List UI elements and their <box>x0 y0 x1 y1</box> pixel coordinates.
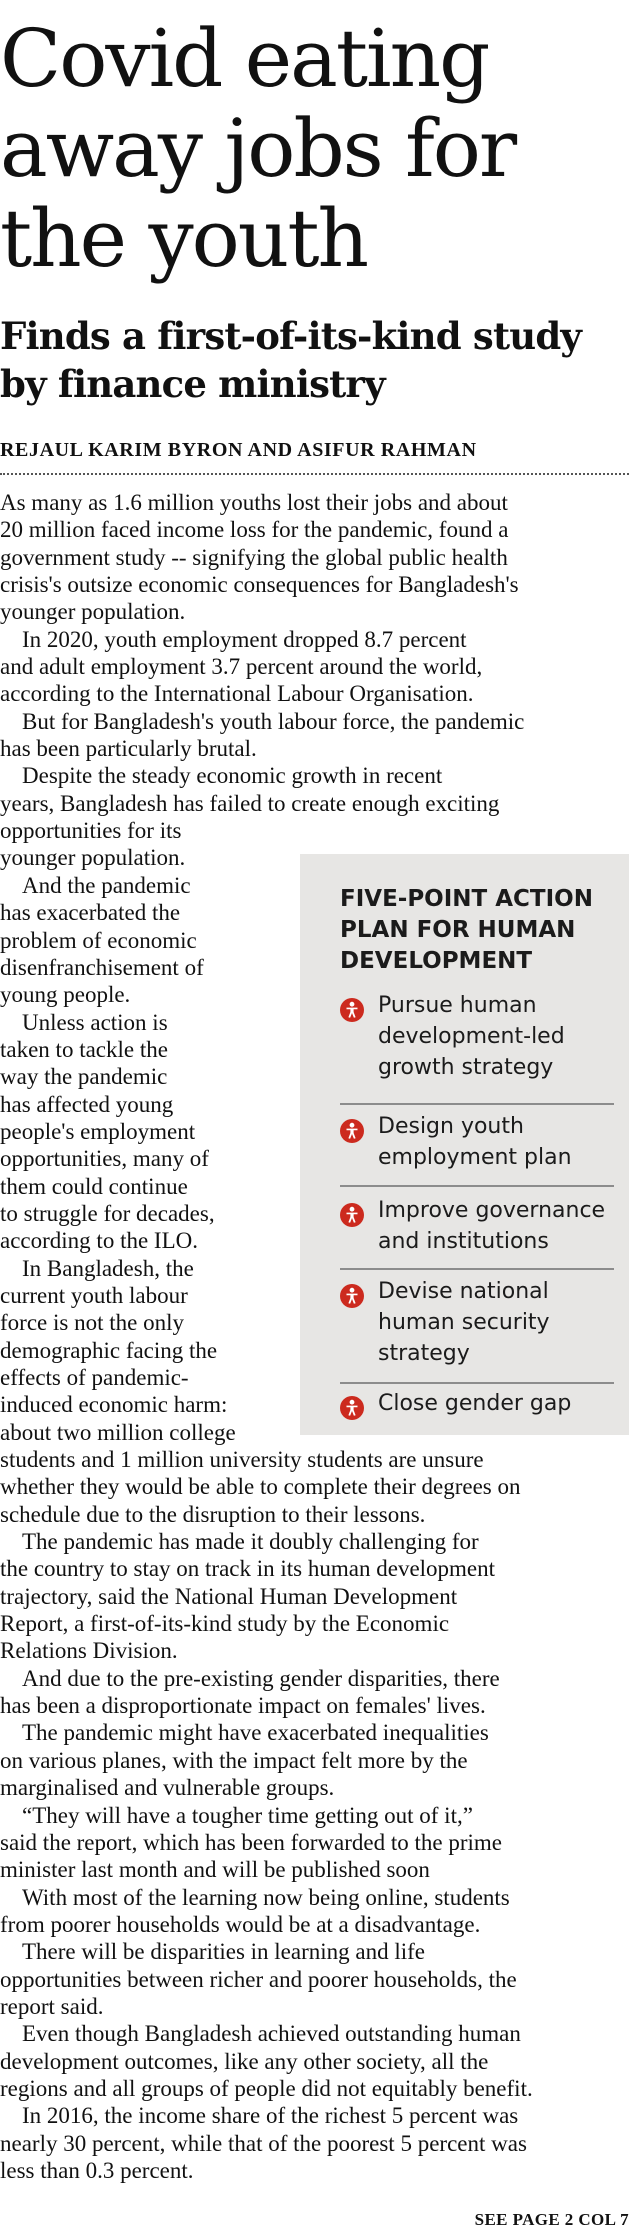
body-text-line: As many as 1.6 million youths lost their jobs and about <box>0 490 508 515</box>
body-text-line: There will be disparities in learning and life <box>22 1939 426 1965</box>
body-text-line: Report, a first-of-its-kind study by the Economic <box>0 1611 450 1637</box>
body-text-line: crisis's outsize economic consequences for Bangladesh's <box>0 572 519 598</box>
action-plan-title-line: PLAN FOR HUMAN <box>340 917 576 943</box>
body-text-line: students and 1 million university students are unsure <box>0 1447 484 1473</box>
body-text-line: problem of economic <box>0 927 197 953</box>
person-icon <box>340 1119 364 1143</box>
body-text-line: opportunities, many of <box>0 1146 209 1172</box>
body-text-line: Relations Division. <box>0 1638 178 1664</box>
body-text-line: taken to tackle the <box>0 1036 168 1062</box>
headline <box>0 14 620 284</box>
continuation-note: SEE PAGE 2 COL 7 <box>474 2210 629 2229</box>
action-item-text: development-led <box>378 1024 565 1049</box>
body-text-line: current youth labour <box>0 1282 188 1308</box>
body-text-line: younger population. <box>0 845 186 871</box>
body-text-line: according to the International Labour Organisation. <box>0 681 474 707</box>
byline-divider <box>0 473 629 475</box>
body-text-line: Despite the steady economic growth in recent <box>22 763 443 789</box>
body-text-line: nearly 30 percent, while that of the poorest 5 percent was <box>0 2130 527 2156</box>
body-text-line: The pandemic has made it doubly challenging for <box>22 1529 479 1555</box>
body-text-line: regions and all groups of people did not equitably benefit. <box>0 2075 533 2101</box>
body-text-line: minister last month and will be published soon <box>0 1857 430 1883</box>
body-text-line: force is not the only <box>0 1310 184 1336</box>
body-text-line: In 2020, youth employment dropped 8.7 percent <box>22 626 467 652</box>
action-item-text: Devise national <box>378 1279 549 1304</box>
body-text-line: and adult employment 3.7 percent around the world, <box>0 654 483 680</box>
subheadline-line: by finance ministry <box>0 362 385 406</box>
byline: REJAUL KARIM BYRON AND ASIFUR RAHMAN <box>0 439 477 461</box>
body-text-line: younger population. <box>0 599 186 625</box>
action-item-text: human security <box>378 1310 550 1335</box>
body-text-line: on various planes, with the impact felt more by the <box>0 1747 468 1773</box>
body-text-line: “They will have a tougher time getting out of it,” <box>22 1802 473 1828</box>
body-text-line: With most of the learning now being online, students <box>22 1884 510 1910</box>
action-divider <box>340 1268 614 1270</box>
body-text-line: has exacerbated the <box>0 900 181 926</box>
body-text-line: said the report, which has been forwarded to the prime <box>0 1829 502 1855</box>
person-icon <box>340 1284 364 1308</box>
body-text-line: 20 million faced income loss for the pandemic, found a <box>0 517 509 543</box>
person-icon <box>340 1203 364 1227</box>
body-text-line: And the pandemic <box>22 872 191 898</box>
action-item-text: Improve governance <box>378 1198 606 1223</box>
body-text-line: In 2016, the income share of the richest 5 percent was <box>22 2103 519 2129</box>
body-text-line: from poorer households would be at a disadvantage. <box>0 1911 481 1937</box>
action-divider <box>340 1185 614 1187</box>
headline-line: Covid eating <box>0 12 489 105</box>
person-icon <box>340 998 364 1022</box>
action-item-text: Close gender gap <box>378 1391 572 1416</box>
body-text-line: effects of pandemic- <box>0 1365 189 1390</box>
action-item-text: and institutions <box>378 1229 549 1254</box>
body-text-line: trajectory, said the National Human Development <box>0 1583 458 1609</box>
body-text-line: the country to stay on track in its human development <box>0 1556 496 1582</box>
action-divider <box>340 1103 614 1105</box>
body-text-line: years, Bangladesh has failed to create enough exciting <box>0 790 500 816</box>
action-item-text: Pursue human <box>378 993 537 1018</box>
body-text-line: whether they would be able to complete their degrees on <box>0 1474 521 1500</box>
body-text-line: And due to the pre-existing gender disparities, there <box>22 1665 500 1691</box>
body-text-line: has been particularly brutal. <box>0 736 257 762</box>
action-item-text: employment plan <box>378 1145 572 1170</box>
headline-line: away jobs for <box>0 102 516 195</box>
headline-line: the youth <box>0 192 367 285</box>
action-item-text: strategy <box>378 1341 470 1366</box>
action-divider <box>340 1382 614 1384</box>
body-text-line: young people. <box>0 982 131 1008</box>
body-text-line: Unless action is <box>22 1009 168 1035</box>
body-text-line: development outcomes, like any other society, all the <box>0 2048 489 2074</box>
body-text-line: to struggle for decades, <box>0 1200 215 1226</box>
body-text-line: according to the ILO. <box>0 1228 198 1254</box>
person-icon <box>340 1396 364 1420</box>
body-text-line: disenfranchisement of <box>0 954 204 980</box>
action-plan-title-line: FIVE-POINT ACTION <box>340 886 593 912</box>
body-text-line: has affected young <box>0 1091 174 1117</box>
action-plan-title-line: DEVELOPMENT <box>340 948 533 974</box>
body-text-line: about two million college <box>0 1419 236 1445</box>
body-text-line: opportunities between richer and poorer households, the <box>0 1966 517 1992</box>
body-text-line: has been a disproportionate impact on females' lives. <box>0 1693 486 1719</box>
body-text-line: demographic facing the <box>0 1337 218 1363</box>
body-text-line: government study -- signifying the global public health <box>0 544 508 570</box>
action-plan-box <box>300 854 629 1435</box>
body-text-line: marginalised and vulnerable groups. <box>0 1775 335 1801</box>
body-text-line: Even though Bangladesh achieved outstanding human <box>22 2021 521 2047</box>
body-text-line: less than 0.3 percent. <box>0 2157 194 2183</box>
body-text-line: them could continue <box>0 1173 188 1199</box>
action-item-text: Design youth <box>378 1114 524 1139</box>
body-text-line: induced economic harm: <box>0 1392 228 1418</box>
subheadline <box>0 312 620 408</box>
body-text-line: schedule due to the disruption to their lessons. <box>0 1501 426 1527</box>
body-text-line: opportunities for its <box>0 818 182 844</box>
body-text-line: In Bangladesh, the <box>22 1255 194 1281</box>
action-plan-title <box>340 884 593 977</box>
body-text-line: But for Bangladesh's youth labour force, the pandemic <box>22 708 525 734</box>
body-text-line: people's employment <box>0 1118 196 1144</box>
body-text-line: way the pandemic <box>0 1064 168 1090</box>
body-text-line: The pandemic might have exacerbated inequalities <box>22 1720 489 1746</box>
subheadline-line: Finds a first-of-its-kind study <box>0 314 582 358</box>
action-item-text: growth strategy <box>378 1055 554 1080</box>
body-text-line: report said. <box>0 1993 104 2019</box>
